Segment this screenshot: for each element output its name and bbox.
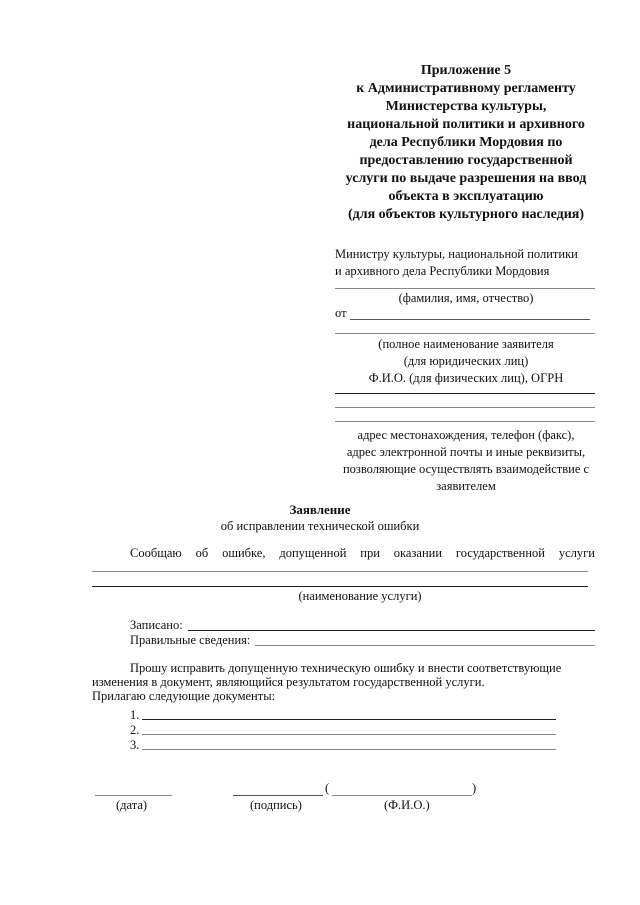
contact-caption-line: позволяющие осуществлять взаимодействие с (342, 462, 590, 476)
appendix-line: к Административному регламенту (356, 81, 576, 96)
signature-caption: (подпись) (250, 798, 302, 812)
service-line-1[interactable] (92, 571, 588, 572)
request-line-2: изменения в документ, являющийся результатом государственной услуги. (92, 675, 485, 689)
fio-field-line[interactable] (332, 795, 472, 796)
attachment-line-1[interactable] (142, 719, 556, 720)
appendix-header (335, 62, 597, 224)
contact-caption-line: заявителем (436, 479, 496, 493)
statement-heading: Заявление (289, 502, 351, 517)
attachment-number: 2. (130, 723, 140, 737)
addressee-block (335, 246, 597, 280)
attachment-line-3[interactable] (142, 749, 556, 750)
contact-caption-line: адрес местонахождения, телефон (факс), (357, 428, 575, 442)
appendix-line: дела Республики Мордовия по (369, 135, 563, 150)
service-line-2[interactable] (92, 586, 588, 587)
applicant-caption (335, 336, 597, 387)
attachments-label: Прилагаю следующие документы: (92, 689, 276, 703)
statement-title (0, 501, 640, 535)
applicant-caption-line: Ф.И.О. (для физических лиц), ОГРН (368, 371, 564, 385)
applicant-details-line-1[interactable] (335, 393, 595, 394)
addressee-line: Министру культуры, национальной политики (335, 247, 578, 261)
applicant-details-line-2[interactable] (335, 407, 595, 408)
fio-sign-caption: (Ф.И.О.) (384, 798, 430, 812)
addressee-line: и архивного дела Республики Мордовия (335, 264, 550, 278)
appendix-line: объекта в эксплуатацию (388, 189, 544, 204)
applicant-details-line-3[interactable] (335, 421, 595, 422)
appendix-line: (для объектов культурного наследия) (347, 207, 585, 222)
recorded-field-line[interactable] (188, 630, 595, 631)
date-caption: (дата) (116, 798, 148, 812)
contact-caption-line: адрес электронной почты и иные реквизиты, (346, 445, 586, 459)
attachment-number: 3. (130, 738, 140, 752)
request-paragraph (92, 661, 595, 703)
applicant-caption-line: (полное наименование заявителя (378, 337, 554, 351)
signature-field-line[interactable] (233, 795, 323, 796)
from-label: от (335, 306, 347, 320)
appendix-line: предоставлению государственной (359, 153, 573, 168)
appendix-line: Министерства культуры, (385, 99, 547, 114)
fio-open-paren: ( (325, 781, 330, 795)
applicant-name-line[interactable] (335, 333, 595, 334)
attachment-line-2[interactable] (142, 734, 556, 735)
request-line-1: Прошу исправить допущенную техническую ошибку и внести соответствующие (130, 661, 562, 675)
correct-info-label: Правильные сведения: (130, 633, 251, 647)
correct-info-field-line[interactable] (255, 645, 595, 646)
fio-close-paren: ) (472, 781, 477, 795)
report-text: Сообщаю об ошибке, допущенной при оказании государственной услуги (130, 546, 595, 560)
minister-name-line[interactable] (335, 288, 595, 289)
appendix-line: услуги по выдаче разрешения на ввод (345, 171, 587, 186)
applicant-caption-line: (для юридических лиц) (403, 354, 529, 368)
date-field-line[interactable] (95, 795, 172, 796)
service-caption: (наименование услуги) (298, 589, 422, 603)
statement-subtitle: об исправлении технической ошибки (220, 519, 420, 533)
contact-caption (335, 427, 597, 495)
appendix-line: Приложение 5 (420, 63, 512, 78)
from-field-line[interactable] (350, 319, 590, 320)
attachment-number: 1. (130, 708, 140, 722)
appendix-line: национальной политики и архивного (347, 117, 585, 132)
recorded-label: Записано: (130, 618, 183, 632)
fio-caption: (фамилия, имя, отчество) (398, 291, 534, 305)
